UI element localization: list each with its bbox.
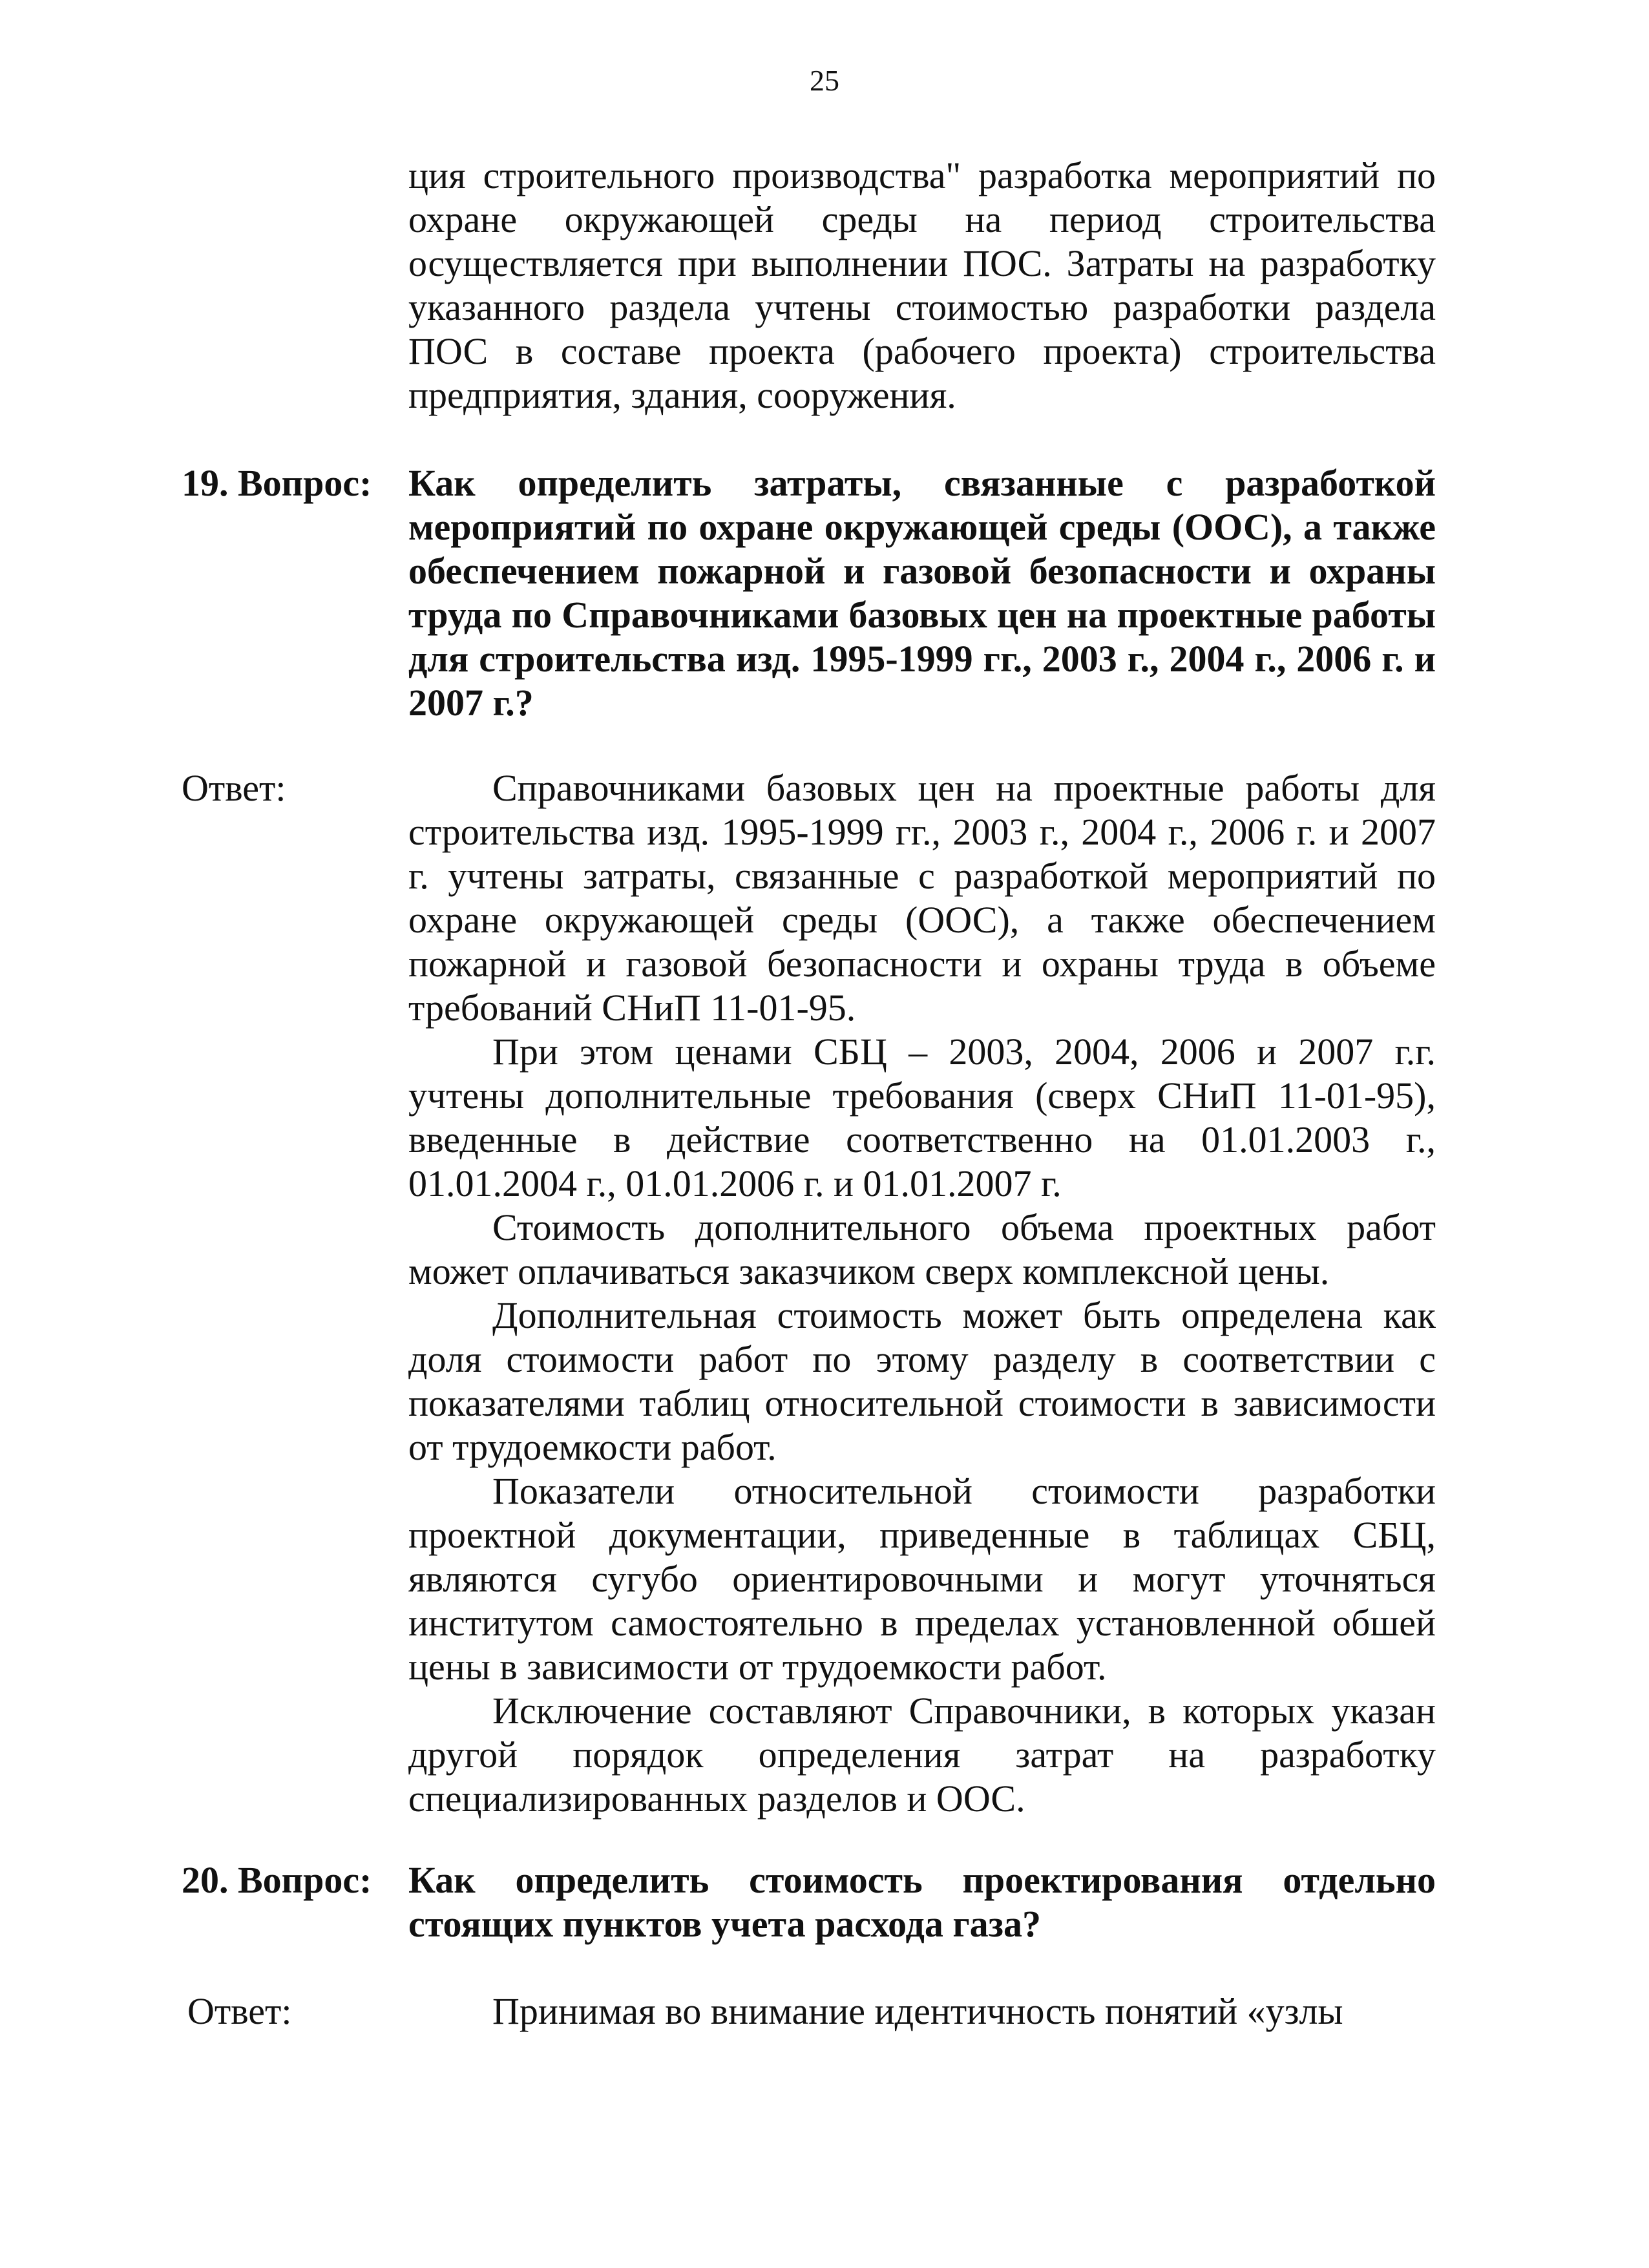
page-number: 25 bbox=[810, 64, 839, 97]
question-19 bbox=[408, 461, 1436, 725]
intro-paragraph bbox=[408, 154, 1436, 417]
answer-19-paragraph: Исключение составляют Справочники, в которых указан другой порядок определения затрат на разработку специализированных разделов и ООС. bbox=[408, 1690, 1436, 1820]
question-19-text: Как определить затраты, связанные с разработкой мероприятий по охране окружающей среды (ООС), а также обеспечением пожарной и газовой безопасности и охраны труда по Справочниками базовых цен на проектные работы для строительства изд. 1995-1999 гг., 2003 г., 2004 г., 2006 г. и 2007 г.? bbox=[408, 462, 1436, 724]
question-20 bbox=[408, 1858, 1436, 1946]
question-19-label: 19. Вопрос: bbox=[182, 462, 372, 504]
answer-19-label: Ответ: bbox=[182, 767, 286, 809]
answer-20-label: Ответ: bbox=[187, 1990, 292, 2032]
question-20-text: Как определить стоимость проектирования отдельно стоящих пунктов учета расхода газа? bbox=[408, 1859, 1436, 1945]
question-20-label: 20. Вопрос: bbox=[182, 1859, 372, 1901]
answer-19 bbox=[408, 766, 1436, 1821]
intro-paragraph-text: ция строительного производства" разработка мероприятий по охране окружающей среды на период строительства осуществляется при выполнении ПОС. Затраты на разработку указанного раздела учтены стоимостью разработки раздела ПОС в составе проекта (рабочего проекта) строительства предприятия, здания, сооружения. bbox=[408, 154, 1436, 416]
answer-19-paragraph: Стоимость дополнительного объема проектных работ может оплачиваться заказчиком сверх комплексной цены. bbox=[408, 1206, 1436, 1292]
answer-19-paragraph: При этом ценами СБЦ – 2003, 2004, 2006 и 2007 г.г. учтены дополнительные требования (сверх СНиП 11-01-95), введенные в действие соответственно на 01.01.2003 г., 01.01.2004 г., 01.01.2006 г. и 01.01.2007 г. bbox=[408, 1031, 1436, 1204]
answer-19-paragraph: Дополнительная стоимость может быть определена как доля стоимости работ по этому разделу в соответствии с показателями таблиц относительной стоимости в зависимости от трудоемкости работ. bbox=[408, 1294, 1436, 1468]
answer-19-paragraph: Справочниками базовых цен на проектные работы для строительства изд. 1995-1999 гг., 2003 г., 2004 г., 2006 г. и 2007 г. учтены затраты, связанные с разработкой мероприятий по охране окружающей среды (ООС), а также обеспечением пожарной и газовой безопасности и охраны труда в объеме требований СНиП 11-01-95. bbox=[408, 767, 1436, 1029]
answer-20 bbox=[408, 1990, 1436, 2033]
answer-19-paragraph: Показатели относительной стоимости разработки проектной документации, приведенные в таблицах СБЦ, являются сугубо ориентировочными и могут уточняться институтом самостоятельно в пределах установленной обшей цены в зависимости от трудоемкости работ. bbox=[408, 1470, 1436, 1688]
answer-20-paragraph: Принимая во внимание идентичность понятий «узлы bbox=[492, 1990, 1343, 2032]
